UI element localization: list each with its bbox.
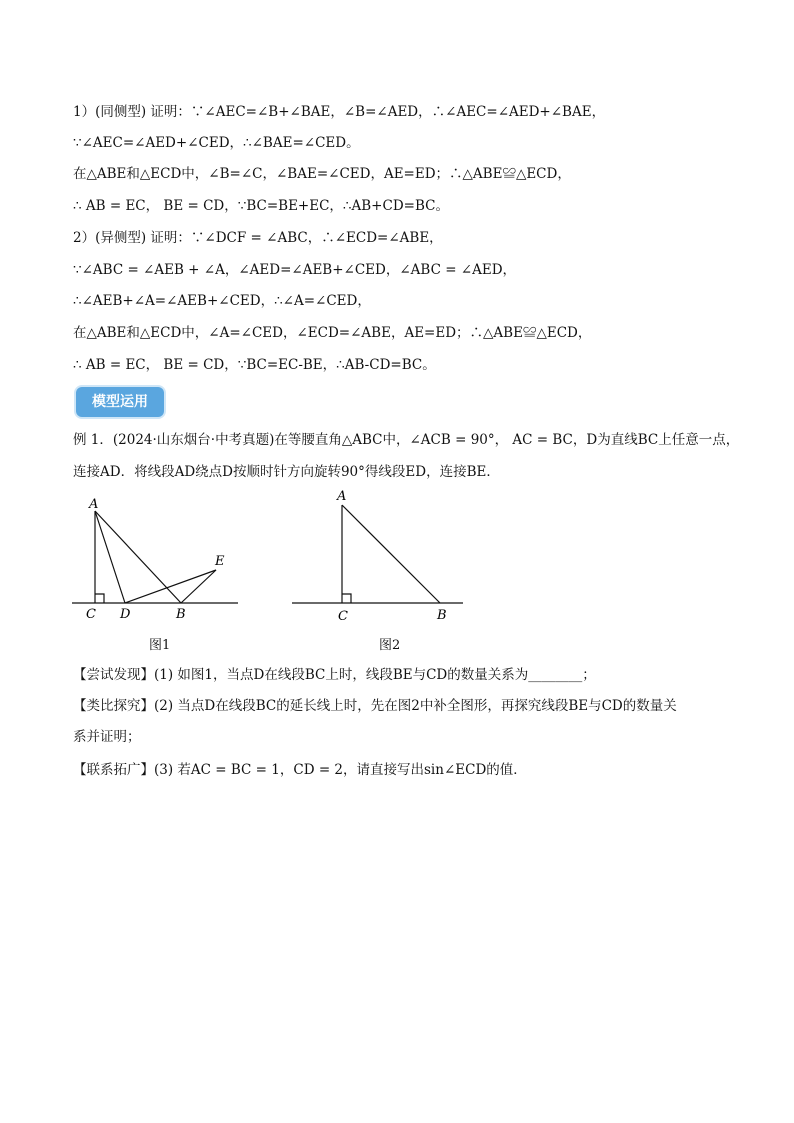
question-2-line2: 系并证明； (73, 729, 141, 745)
proof2-line3: ∴∠AEB+∠A=∠AEB+∠CED，∴∠A=∠CED， (73, 293, 371, 309)
figure-1-caption: 图1 (149, 638, 171, 653)
question-2-line1: 【类比探究】(2) 当点D在线段BC的延长线上时，先在图2中补全图形，再探究线段BE与CD的数量关 (73, 698, 677, 714)
section-badge: 模型运用 (76, 387, 164, 417)
figure-2-diagram (285, 485, 475, 630)
example-line2: 连接AD．将线段AD绕点D按顺时针方向旋转90°得线段ED，连接BE． (73, 464, 500, 480)
fig2-right-angle-mark (342, 594, 351, 603)
figure-1-diagram (60, 490, 250, 630)
fig2-segment-AB (342, 505, 440, 603)
question-1: 【尝试发现】(1) 如图1，当点D在线段BC上时，线段BE与CD的数量关系为________； (73, 667, 596, 683)
proof2-line5: ∴ AB = EC， BE = CD，∵BC=EC-BE，∴AB-CD=BC。 (73, 357, 436, 373)
question-3: 【联系拓广】(3) 若AC = BC = 1，CD = 2，请直接写出sin∠ECD的值． (73, 762, 527, 778)
fig1-right-angle-mark (95, 594, 104, 603)
fig2-label-A: A (337, 489, 347, 504)
figure-2-caption: 图2 (379, 638, 401, 653)
fig1-segment-BE (181, 570, 216, 603)
fig2-label-B: B (437, 608, 447, 623)
proof1-line3: 在△ABE和△ECD中，∠B=∠C，∠BAE=∠CED，AE=ED；∴△ABE≌△ECD， (73, 166, 571, 182)
proof2-line2: ∵∠ABC = ∠AEB + ∠A，∠AED=∠AEB+∠CED，∠ABC = ∠AED， (73, 262, 517, 278)
fig1-segment-AD (95, 511, 125, 603)
fig1-label-C: C (86, 607, 96, 622)
proof1-line1: 1）(同侧型) 证明：∵∠AEC=∠B+∠BAE，∠B=∠AED，∴∠AEC=∠AED+∠BAE， (73, 104, 606, 120)
fig1-label-B: B (176, 607, 186, 622)
proof2-line1: 2）(异侧型) 证明：∵∠DCF = ∠ABC，∴∠ECD=∠ABE， (73, 230, 443, 246)
fig1-segment-AB (95, 511, 181, 603)
fig1-label-A: A (89, 497, 99, 512)
fig1-label-D: D (120, 607, 131, 622)
proof1-line2: ∵∠AEC=∠AED+∠CED，∴∠BAE=∠CED。 (73, 135, 360, 151)
fig1-segment-DE (125, 570, 216, 603)
example-line1: 例 1．(2024·山东烟台·中考真题)在等腰直角△ABC中，∠ACB = 90°， AC = BC，D为直线BC上任意一点， (73, 432, 740, 448)
fig2-label-C: C (338, 609, 348, 624)
proof2-line4: 在△ABE和△ECD中，∠A=∠CED，∠ECD=∠ABE，AE=ED；∴△ABE≌△ECD， (73, 325, 592, 341)
fig1-label-E: E (215, 554, 225, 569)
proof1-line4: ∴ AB = EC， BE = CD，∵BC=BE+EC，∴AB+CD=BC。 (73, 198, 449, 214)
